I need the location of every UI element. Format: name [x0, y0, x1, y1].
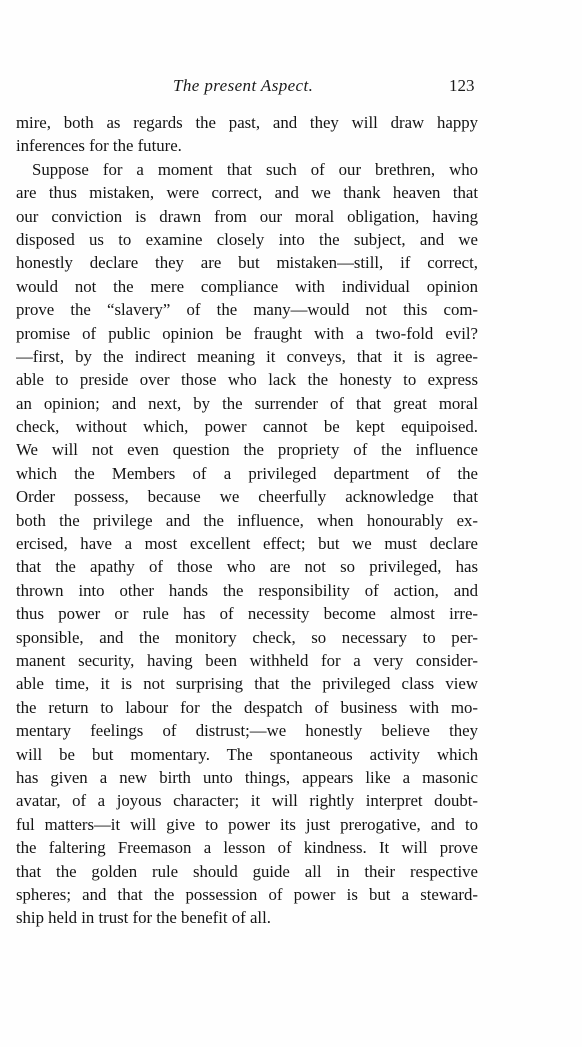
text-line: disposed us to examine closely into the subject, and we [16, 229, 478, 249]
text-line: the return to labour for the despatch of business with mo- [16, 697, 478, 717]
text-line: are thus mistaken, were correct, and we thank heaven that [16, 183, 478, 203]
text-line: mentary feelings of distrust;—we honestly believe they [16, 721, 478, 741]
text-line: prove the “slavery” of the many—would not this com- [16, 300, 478, 320]
text-line: the faltering Freemason a lesson of kindness. It will prove [16, 838, 478, 858]
text-line: both the privilege and the influence, when honourably ex- [16, 510, 478, 530]
text-line: has given a new birth unto things, appears like a masonic [16, 767, 478, 787]
text-line: —first, by the indirect meaning it conveys, that it is agree- [16, 346, 478, 366]
text-line: will be but momentary. The spontaneous activity which [16, 744, 478, 764]
text-line: inferences for the future. [16, 136, 182, 156]
text-line: thus power or rule has of necessity become almost irre- [16, 604, 478, 624]
text-line: We will not even question the propriety of the influence [16, 440, 478, 460]
text-line: spheres; and that the possession of power is but a steward- [16, 884, 478, 904]
page-number: 123 [449, 76, 475, 95]
text-line: our conviction is drawn from our moral obligation, having [16, 206, 478, 226]
page-header [0, 76, 582, 102]
text-line: an opinion; and next, by the surrender of that great moral [16, 393, 478, 413]
running-title: The present Aspect. [173, 76, 314, 95]
text-line: ercised, have a most excellent effect; but we must declare [16, 534, 478, 554]
text-line: check, without which, power cannot be kept equipoised. [16, 417, 478, 437]
text-line: Suppose for a moment that such of our brethren, who [32, 159, 478, 179]
text-line: Order possess, because we cheerfully acknowledge that [16, 487, 478, 507]
text-line: manent security, having been withheld for a very consider- [16, 650, 478, 670]
text-line: that the golden rule should guide all in their respective [16, 861, 478, 881]
text-line: avatar, of a joyous character; it will rightly interpret doubt- [16, 791, 478, 811]
text-line: honestly declare they are but mistaken—still, if correct, [16, 253, 478, 273]
body-text [16, 111, 478, 930]
text-line: promise of public opinion be fraught with a two-fold evil? [16, 323, 478, 343]
text-line: which the Members of a privileged department of the [16, 463, 478, 483]
text-line: sponsible, and the monitory check, so necessary to per- [16, 627, 478, 647]
text-line: able time, it is not surprising that the privileged class view [16, 674, 478, 694]
text-line: mire, both as regards the past, and they will draw happy [16, 113, 478, 132]
text-line: able to preside over those who lack the honesty to express [16, 370, 478, 390]
text-line: ship held in trust for the benefit of all. [16, 908, 271, 928]
text-line: that the apathy of those who are not so privileged, has [16, 557, 478, 577]
text-line: ful matters—it will give to power its just prerogative, and to [16, 814, 478, 834]
text-line: would not the mere compliance with individual opinion [16, 276, 478, 296]
text-line: thrown into other hands the responsibility of action, and [16, 580, 478, 600]
